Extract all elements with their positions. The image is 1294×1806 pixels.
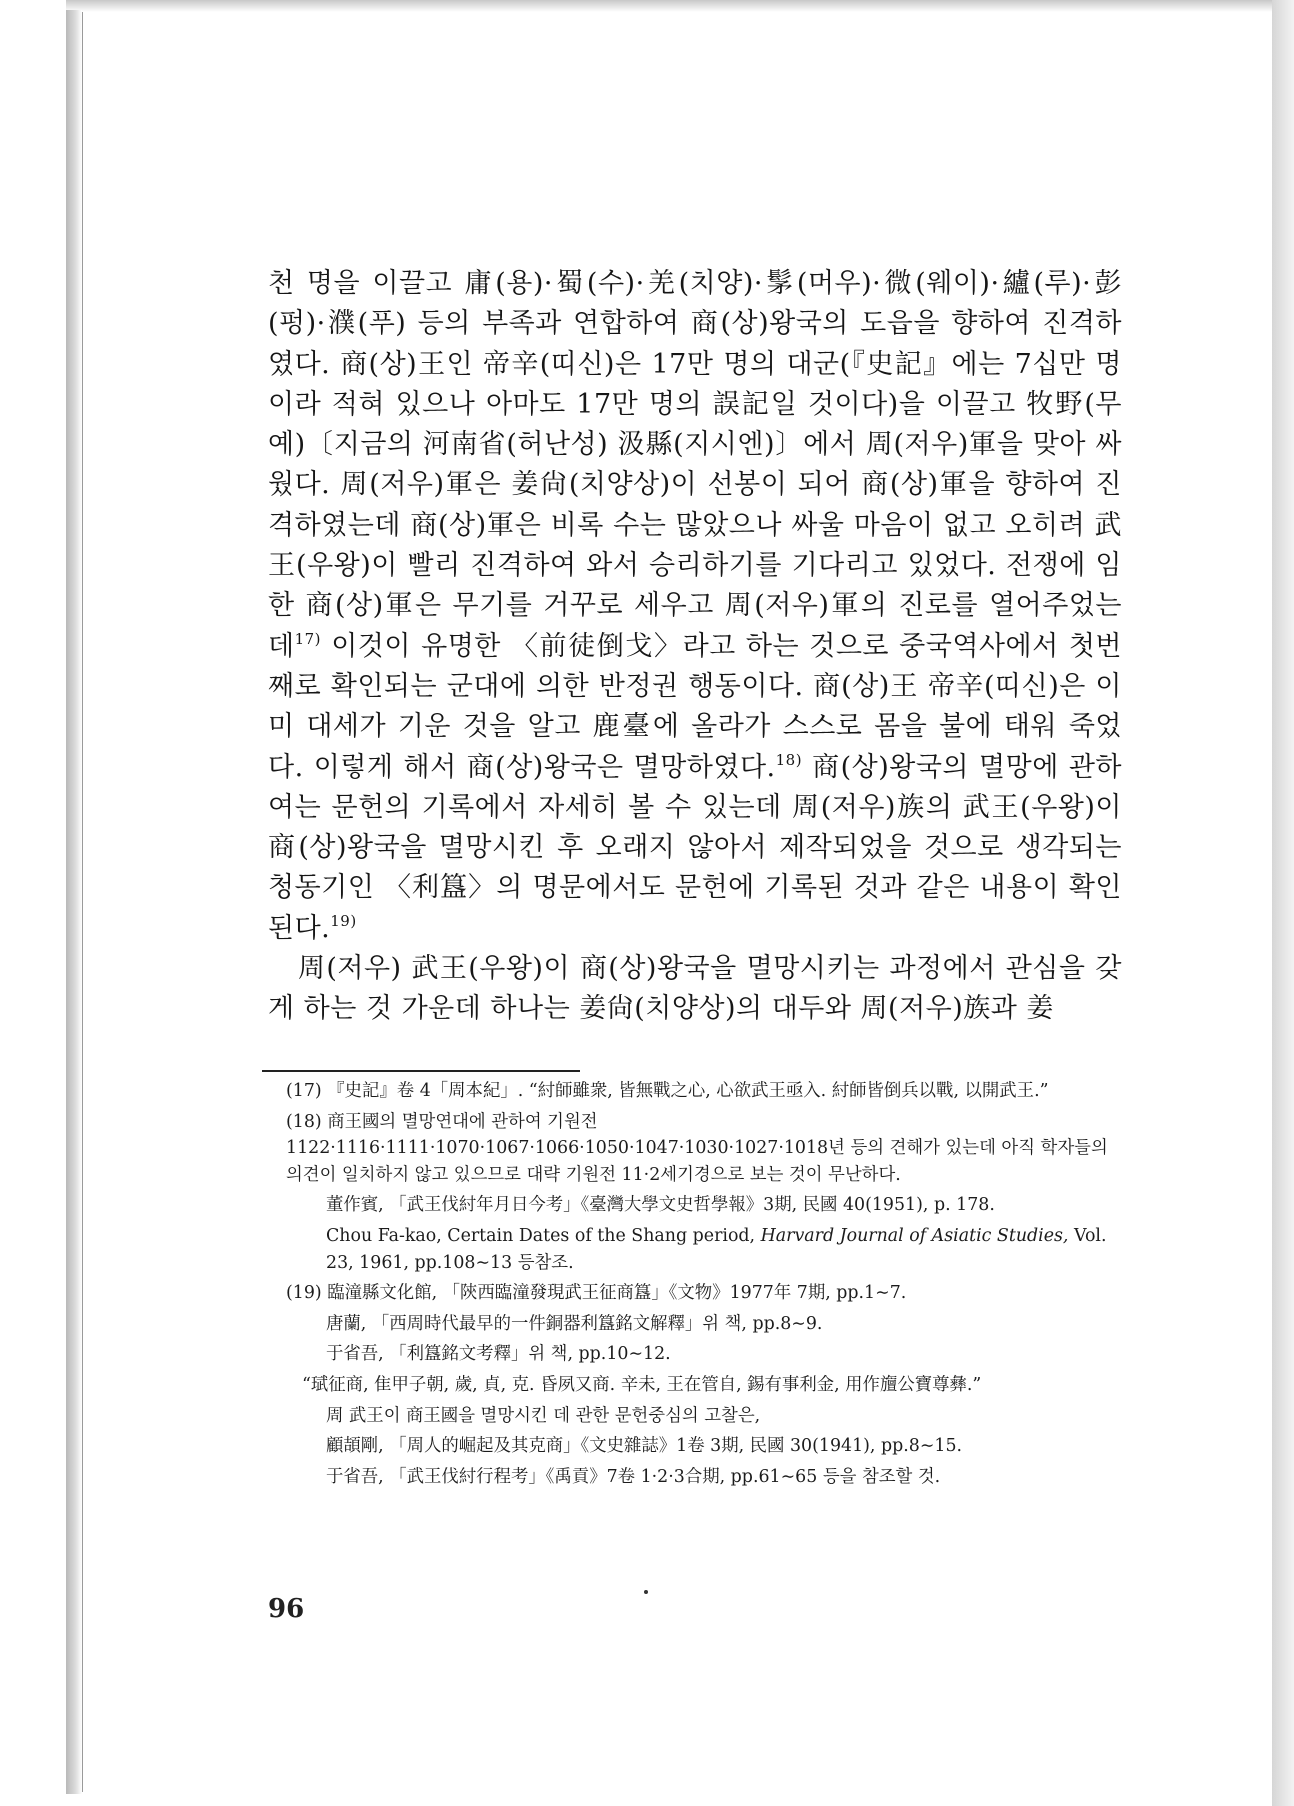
footnote-19-ref-3: 周 武王이 商王國을 멸망시킨 데 관한 문헌중심의 고찰은,	[326, 1405, 761, 1426]
footnote-17	[286, 1078, 1108, 1105]
page-shadow-right	[1272, 0, 1294, 1806]
body-paragraph-2: 周(저우) 武王(우왕)이 商(상)왕국을 멸망시키는 과정에서 관심을 갖게 하는 것 가운데 하나는 姜尙(치양상)의 대두와 周(저우)族과 姜	[268, 953, 1122, 1025]
footnote-18-ref-1: 董作賓, 「武王伐紂年月日今考」《臺灣大學文史哲學報》3期, 民國 40(1951), p. 178.	[326, 1195, 995, 1216]
page-shadow-top	[66, 0, 1276, 12]
footnote-ref-18[interactable]: 18)	[775, 750, 803, 769]
footnote-18-ref-2: Chou Fa-kao, Certain Dates of the Shang period, Harvard Journal of Asiatic Studies, Vol. 23, 1961, pp.108∼13 등참조.	[326, 1225, 1107, 1273]
footnote-text: 商王國의 멸망연대에 관하여 기원전 1122·1116·1111·1070·1067·1066·1050·1047·1030·1027·1018년 등의 견해가 있는데 아직 학자들의 의견이 일치하지 않고 있으므로 대략 기원전 11·2세기경으로 보는 것이 무난하다.	[286, 1111, 1108, 1185]
footnote-19-inscription: “珷征商, 隹甲子朝, 歲, 貞, 克. 昏夙又商. 辛未, 王在管自, 錫有事利金, 用作旜公寶尊彝.”	[302, 1374, 982, 1395]
journal-title: Harvard Journal of Asiatic Studies,	[760, 1225, 1069, 1246]
footnote-number: (19)	[286, 1283, 322, 1304]
decorative-dot	[644, 1590, 648, 1594]
body-paragraph-1: 천 명을 이끌고 庸(용)·蜀(수)·羌(치양)·髳(머우)·微(웨이)·纑(루)·彭(펑)·濮(푸) 등의 부족과 연합하여 商(상)왕국의 도읍을 향하여 진격하였다. 商(상)王인 帝辛(띠신)은 17만 명의 대군(『史記』에는 7십만 명이라 적혀 있으나 아마도 17만 명의 誤記일 것이다)을 이끌고 牧野(무예)〔지금의 河南省(허난성) 汲縣(지시엔)〕에서 周(저우)軍을 맞아 싸웠다. 周(저우)軍은 姜尙(치양상)이 선봉이 되어 商(상)軍을 향하여 진격하였는데 商(상)軍은 비록 수는 많았으나 싸울 마음이 없고 오히려 武王(우왕)이 빨리 진격하여 와서 승리하기를 기다리고 있었다. 전쟁에 임한 商(상)軍은 무기를 거꾸로 세우고 周(저우)軍의 진로를 열어주었는데$^{17)}$ 이것이 유명한 〈前徒倒戈〉라고 하는 것으로 중국역사에서 첫번째로 확인되는 군대에 의한 반정권 행동이다. 商(상)王 帝辛(띠신)은 이미 대세가 기운 것을 알고 鹿臺에 올라가 스스로 몸을 불에 태워 죽었다. 이렇게 해서 商(상)왕국은 멸망하였다.$^{18)}$ 商(상)왕국의 멸망에 관하여는 문헌의 기록에서 자세히 볼 수 있는데 周(저우)族의 武王(우왕)이 商(상)왕국을 멸망시킨 후 오래지 않아서 제작되었을 것으로 생각되는 청동기인 〈利簋〉의 명문에서도 문헌에 기록된 것과 같은 내용이 확인된다.$^{19)}$	[268, 268, 1122, 944]
page-number: 96	[268, 1594, 305, 1624]
footnote-number: (17)	[286, 1081, 322, 1101]
footnote-19	[286, 1280, 1108, 1307]
footnote-rule	[262, 1070, 580, 1072]
footnote-19-ref-1: 唐蘭, 「西周時代最早的一件銅器利簋銘文解釋」위 책, pp.8∼9.	[326, 1313, 823, 1334]
footnote-text: 臨潼縣文化館, 「陝西臨潼發現武王征商簋」《文物》1977年 7期, pp.1∼7.	[327, 1283, 907, 1304]
page-shadow-left	[66, 10, 82, 1794]
footnote-18	[286, 1109, 1108, 1189]
footnote-19-ref-2: 于省吾, 「利簋銘文考釋」위 책, pp.10∼12.	[326, 1344, 671, 1365]
body-text	[268, 264, 1122, 1030]
footnote-number: (18)	[286, 1111, 322, 1132]
footnote-ref-19[interactable]: 19)	[330, 911, 357, 930]
footnote-19-ref-5: 于省吾, 「武王伐紂行程考」《禹貢》7卷 1·2·3合期, pp.61∼65 등을 참조할 것.	[326, 1466, 941, 1487]
footnote-ref-17[interactable]: 17)	[294, 629, 322, 648]
footnotes	[286, 1078, 1108, 1494]
footnote-text: 『史記』卷 4「周本紀」. “紂師雖衆, 皆無戰之心, 心欲武王亟入. 紂師皆倒兵以戰, 以開武王.”	[327, 1081, 1049, 1101]
footnote-19-ref-4: 顧頡剛, 「周人的崛起及其克商」《文史雜誌》1卷 3期, 民國 30(1941), pp.8∼15.	[326, 1436, 963, 1457]
